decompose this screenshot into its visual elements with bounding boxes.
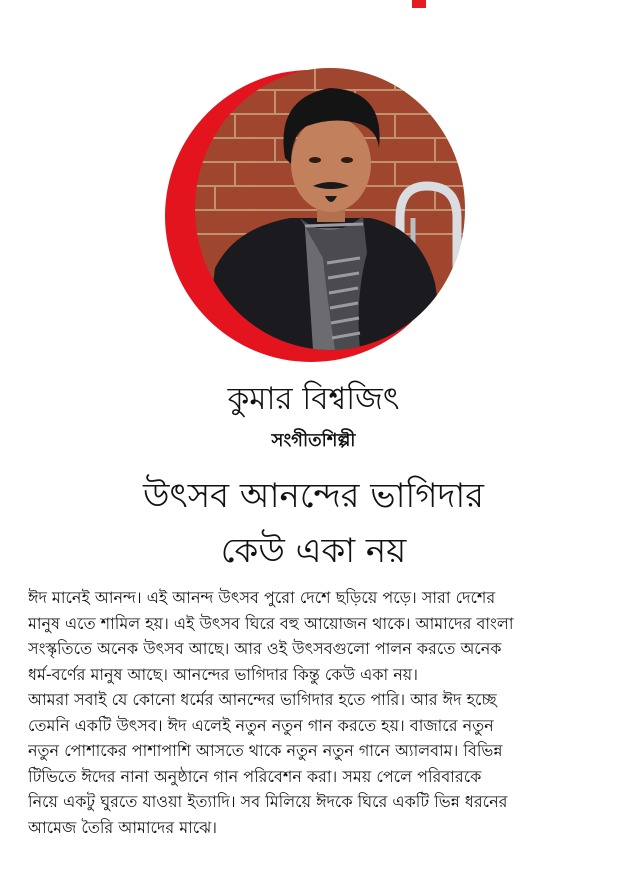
body-line: সংস্কৃতিতে অনেক উৎসব আছে। আর ওই উৎসবগুলো পালন করতে অনেক: [28, 639, 502, 658]
person-role: সংগীতশিল্পী: [271, 430, 356, 451]
body-line: আমেজ তৈরি আমাদের মাঝে।: [28, 817, 218, 837]
section-marker: [412, 0, 426, 8]
portrait-photo: [195, 68, 465, 350]
body-line: নতুন পোশাকের পাশাপাশি আসতে থাকে নতুন নতুন গানে অ্যালবাম। বিভিন্ন: [28, 741, 503, 760]
body-line: টিভিতে ঈদের নানা অনুষ্ঠানে গান পরিবেশন করা। সময় পেলে পরিবারকে: [28, 766, 482, 786]
body-line: তেমনি একটি উৎসব। ঈদ এলেই নতুন নতুন গান করতে হয়। বাজারে নতুন: [28, 715, 494, 735]
headline-line-1: উৎসব আনন্দের ভাগিদার: [143, 476, 484, 516]
article-body: [28, 585, 600, 840]
portrait: [165, 68, 465, 368]
body-line: নিয়ে একটু ঘুরতে যাওয়া ইত্যাদি। সব মিলিয়ে ঈদকে ঘিরে একটি ভিন্ন ধরনের: [28, 792, 508, 811]
body-line: মানুষ এতে শামিল হয়। এই উৎসব ঘিরে বহু আয়োজন থাকে। আমাদের বাংলা: [28, 613, 514, 633]
body-line: ঈদ মানেই আনন্দ। এই আনন্দ উৎসব পুরো দেশে ছড়িয়ে পড়ে। সারা দেশের: [28, 588, 496, 607]
person-name: কুমার বিশ্বজিৎ: [227, 381, 400, 417]
top-strip: [0, 0, 627, 12]
body-line: আমরা সবাই যে কোনো ধর্মের আনন্দের ভাগিদার হতে পারি। আর ঈদ হচ্ছে: [28, 690, 497, 709]
headline-line-2: কেউ একা নয়: [220, 531, 407, 571]
body-line: ধর্ম-বর্ণের মানুষ আছে। আনন্দের ভাগিদার কিন্তু কেউ একা নয়।: [28, 664, 418, 684]
